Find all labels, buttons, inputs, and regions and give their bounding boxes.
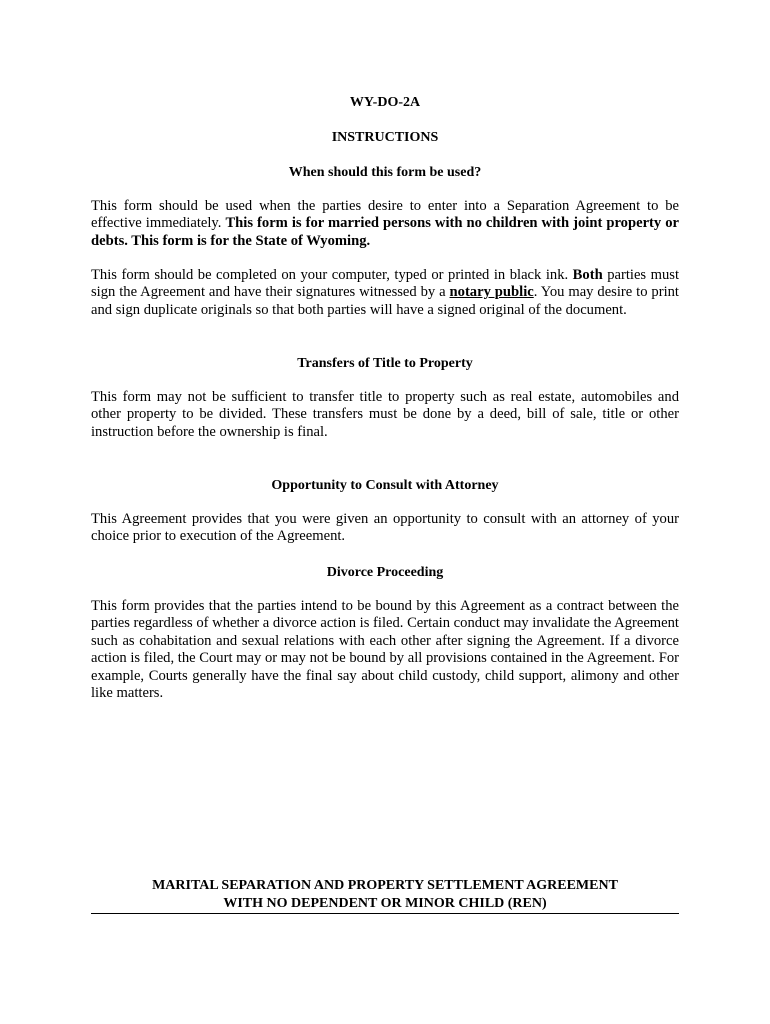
when-used-p2-both: Both [572,267,603,283]
consult-paragraph: This Agreement provides that you were given an opportunity to consult with an attorney of your choice prior to execution of the Agreement. [91,511,679,545]
agreement-title [91,877,679,914]
when-used-p1-bold: This form is for married persons with no children with joint property or debts. This form is for the State of Wyoming. [91,215,679,249]
when-used-p2-text-b: parties must sign the Agreement and have their signatures witnessed by a [91,267,679,301]
agreement-title-line-2: WITH NO DEPENDENT OR MINOR CHILD (REN) [223,895,547,911]
when-used-p2-text-c: . You may desire to print and sign duplicate originals so that both parties will have a signed original of the document. [91,284,679,318]
transfers-heading: Transfers of Title to Property [297,356,473,371]
consult-heading: Opportunity to Consult with Attorney [271,478,499,493]
when-used-p1-text: This form should be used when the parties desire to enter into a Separation Agreement to be effective immediately. [91,198,679,232]
agreement-title-line-1: MARITAL SEPARATION AND PROPERTY SETTLEMENT AGREEMENT [152,878,618,893]
when-used-paragraph-2 [91,267,679,319]
form-id: WY-DO-2A [349,95,421,110]
transfers-paragraph: This form may not be sufficient to transfer title to property such as real estate, automobiles and other property to be divided. These transfers must be done by a deed, bill of sale, title or other instruction before the ownership is final. [91,389,679,440]
divorce-heading: Divorce Proceeding [326,565,444,580]
instructions-heading: INSTRUCTIONS [331,130,439,145]
when-used-heading: When should this form be used? [288,165,482,180]
when-used-paragraph-1 [91,198,679,250]
divorce-paragraph: This form provides that the parties intend to be bound by this Agreement as a contract between the parties regardless of whether a divorce action is filed. Certain conduct may invalidate the Agreement such as cohabitation and sexual relations with each other after signing the Agreement. If a divorce action is filed, the Court may or may not be bound by all provisions contained in the Agreement. For example, Courts generally have the final say about child custody, child support, alimony and other like matters. [91,598,679,702]
notary-public-term: notary public [449,284,534,301]
when-used-p2-text-a: This form should be completed on your computer, typed or printed in black ink. [91,267,573,283]
